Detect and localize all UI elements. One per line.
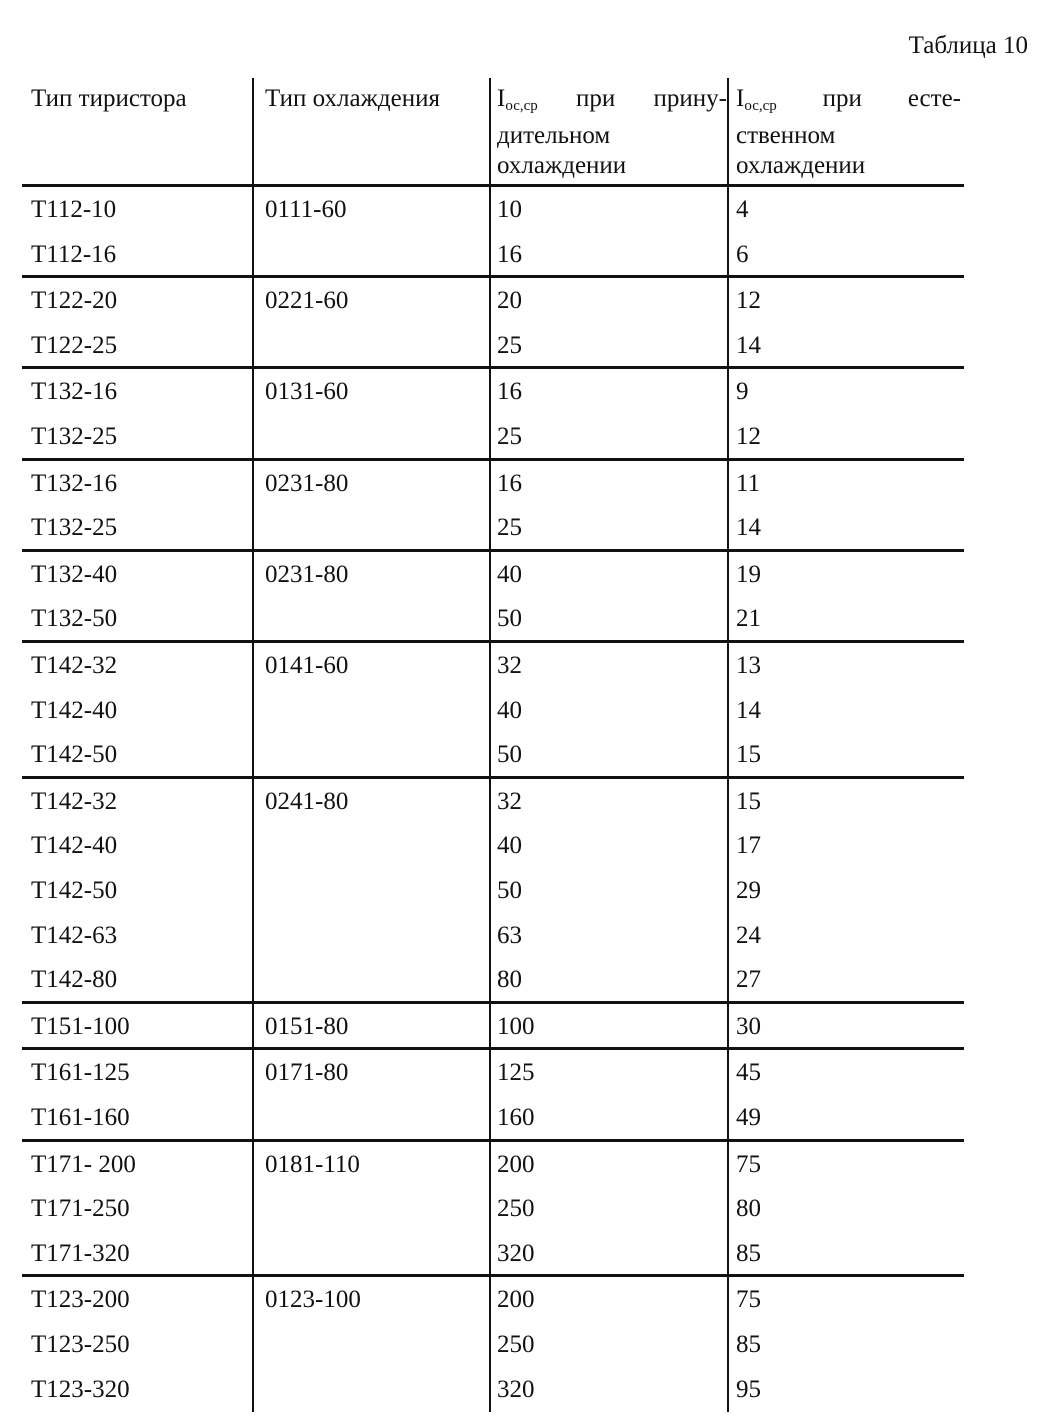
cell-thyristor-type: Т151-100 (31, 1012, 130, 1040)
cell-natural-current: 17 (736, 832, 761, 860)
table-row (22, 1142, 964, 1186)
cell-natural-current: 15 (736, 741, 761, 769)
cell-forced-current: 40 (497, 560, 522, 588)
header-forced-cooling-current (497, 84, 727, 181)
cell-thyristor-type: Т132-40 (31, 560, 118, 588)
table-row (22, 369, 964, 413)
cell-natural-current: 85 (736, 1330, 761, 1358)
cell-forced-current: 16 (497, 240, 522, 268)
cell-forced-current: 16 (497, 378, 522, 406)
cell-thyristor-type: Т161-160 (31, 1103, 130, 1131)
cell-forced-current: 50 (497, 741, 522, 769)
cell-natural-current: 75 (736, 1150, 761, 1178)
cell-forced-current: 50 (497, 876, 522, 904)
cell-forced-current: 160 (497, 1103, 535, 1131)
table-row (22, 187, 964, 231)
table-row (22, 643, 964, 687)
header-cooling-type: Тип охлаждения (265, 85, 440, 112)
cell-thyristor-type: Т123-200 (31, 1286, 130, 1314)
cell-natural-current: 14 (736, 331, 761, 359)
cell-cooling-type: 0241-80 (265, 787, 349, 815)
cell-forced-current: 250 (497, 1195, 535, 1223)
cell-forced-current: 25 (497, 514, 522, 542)
cell-thyristor-type: Т171-320 (31, 1239, 130, 1267)
header-line: дительном (497, 122, 611, 149)
cell-thyristor-type: Т132-25 (31, 422, 118, 450)
cell-natural-current: 85 (736, 1239, 761, 1267)
current-subscript: ос,ср (744, 98, 777, 114)
cell-forced-current: 100 (497, 1012, 535, 1040)
cell-thyristor-type: Т123-250 (31, 1330, 130, 1358)
table-row (22, 323, 964, 367)
cell-natural-current: 75 (736, 1286, 761, 1314)
header-line: охлаждении (736, 152, 866, 179)
table-row (22, 868, 964, 912)
cell-natural-current: 15 (736, 787, 761, 815)
table-row (22, 1277, 964, 1321)
table-row (22, 1367, 964, 1411)
header-word: прину- (653, 85, 727, 112)
table-row (22, 732, 964, 776)
cell-thyristor-type: Т132-50 (31, 605, 118, 633)
cell-natural-current: 29 (736, 876, 761, 904)
table-row (22, 688, 964, 732)
cell-thyristor-type: Т123-320 (31, 1375, 130, 1403)
cell-cooling-type: 0123-100 (265, 1286, 361, 1314)
cell-natural-current: 9 (736, 378, 749, 406)
cell-natural-current: 4 (736, 196, 749, 223)
cell-thyristor-type: Т161-125 (31, 1059, 130, 1087)
cell-natural-current: 14 (736, 696, 761, 724)
cell-thyristor-type: Т122-25 (31, 331, 118, 359)
cell-natural-current: 95 (736, 1375, 761, 1403)
table-row (22, 414, 964, 458)
header-line: ственном (736, 122, 836, 149)
cell-cooling-type: 0171-80 (265, 1059, 349, 1087)
table-row (22, 552, 964, 596)
cell-thyristor-type: Т142-40 (31, 696, 118, 724)
current-subscript: ос,ср (505, 98, 538, 114)
cell-thyristor-type: Т142-50 (31, 876, 118, 904)
header-line: охлаждении (497, 152, 627, 179)
table-row (22, 823, 964, 867)
table-row (22, 596, 964, 640)
table-row (22, 232, 964, 276)
table-caption: Таблица 10 (908, 32, 1028, 59)
cell-thyristor-type: Т112-16 (31, 240, 117, 268)
header-word: при (576, 85, 616, 112)
cell-thyristor-type: Т142-63 (31, 921, 118, 949)
cell-natural-current: 27 (736, 966, 761, 994)
header-word: при (822, 85, 862, 112)
cell-forced-current: 32 (497, 652, 522, 679)
cell-natural-current: 12 (736, 287, 761, 315)
cell-natural-current: 49 (736, 1103, 761, 1131)
cell-thyristor-type: Т171- 200 (31, 1150, 136, 1178)
current-symbol (736, 84, 777, 121)
cell-natural-current: 21 (736, 605, 761, 633)
cell-thyristor-type: Т142-50 (31, 741, 118, 769)
cell-forced-current: 32 (497, 787, 522, 815)
cell-forced-current: 16 (497, 469, 522, 497)
header-natural-cooling-current (736, 84, 961, 181)
table-row (22, 1050, 964, 1094)
cell-forced-current: 10 (497, 196, 522, 223)
cell-natural-current: 12 (736, 422, 761, 450)
cell-forced-current: 250 (497, 1330, 535, 1358)
table-row (22, 461, 964, 505)
cell-thyristor-type: Т132-16 (31, 469, 118, 497)
table-row (22, 1004, 964, 1048)
table-row (22, 957, 964, 1001)
cell-natural-current: 45 (736, 1059, 761, 1087)
cell-forced-current: 20 (497, 287, 522, 315)
table-row (22, 1231, 964, 1275)
cell-cooling-type: 0221-60 (265, 287, 349, 315)
cell-forced-current: 80 (497, 966, 522, 994)
current-symbol (497, 84, 538, 121)
cell-cooling-type: 0151-80 (265, 1012, 349, 1040)
cell-cooling-type: 0181-110 (265, 1150, 360, 1178)
thyristor-table (22, 78, 964, 1412)
header-word: есте- (907, 85, 961, 112)
cell-cooling-type: 0231-80 (265, 560, 349, 588)
cell-thyristor-type: Т142-32 (31, 787, 118, 815)
cell-natural-current: 6 (736, 240, 749, 268)
cell-thyristor-type: Т142-40 (31, 832, 118, 860)
cell-forced-current: 50 (497, 605, 522, 633)
cell-thyristor-type: Т142-80 (31, 966, 118, 994)
current-letter: I (736, 85, 745, 112)
cell-natural-current: 80 (736, 1195, 761, 1223)
table-header (22, 78, 964, 186)
table-row (22, 1186, 964, 1230)
cell-thyristor-type: Т142-32 (31, 652, 118, 679)
cell-cooling-type: 0111-60 (265, 196, 347, 223)
cell-thyristor-type: Т132-25 (31, 514, 118, 542)
table-row (22, 913, 964, 957)
cell-cooling-type: 0141-60 (265, 652, 349, 679)
cell-thyristor-type: Т132-16 (31, 378, 118, 406)
current-letter: I (497, 85, 506, 112)
cell-forced-current: 200 (497, 1150, 535, 1178)
cell-forced-current: 125 (497, 1059, 535, 1087)
cell-natural-current: 11 (736, 469, 761, 497)
cell-forced-current: 25 (497, 422, 522, 450)
table-row (22, 779, 964, 823)
cell-forced-current: 40 (497, 696, 522, 724)
cell-thyristor-type: Т112-10 (31, 196, 117, 223)
header-line (497, 84, 727, 121)
cell-natural-current: 14 (736, 514, 761, 542)
cell-natural-current: 30 (736, 1012, 761, 1040)
cell-thyristor-type: Т171-250 (31, 1195, 130, 1223)
cell-natural-current: 19 (736, 560, 761, 588)
cell-forced-current: 320 (497, 1375, 535, 1403)
cell-forced-current: 63 (497, 921, 522, 949)
cell-natural-current: 13 (736, 652, 761, 679)
cell-forced-current: 25 (497, 331, 522, 359)
cell-forced-current: 320 (497, 1239, 535, 1267)
cell-cooling-type: 0231-80 (265, 469, 349, 497)
cell-forced-current: 200 (497, 1286, 535, 1314)
table-row (22, 1095, 964, 1139)
cell-natural-current: 24 (736, 921, 761, 949)
header-thyristor-type: Тип тиристора (31, 85, 187, 112)
table-row (22, 505, 964, 549)
table-row (22, 278, 964, 322)
cell-cooling-type: 0131-60 (265, 378, 349, 406)
header-line (736, 84, 961, 121)
table-row (22, 1322, 964, 1366)
cell-forced-current: 40 (497, 832, 522, 860)
cell-thyristor-type: Т122-20 (31, 287, 118, 315)
